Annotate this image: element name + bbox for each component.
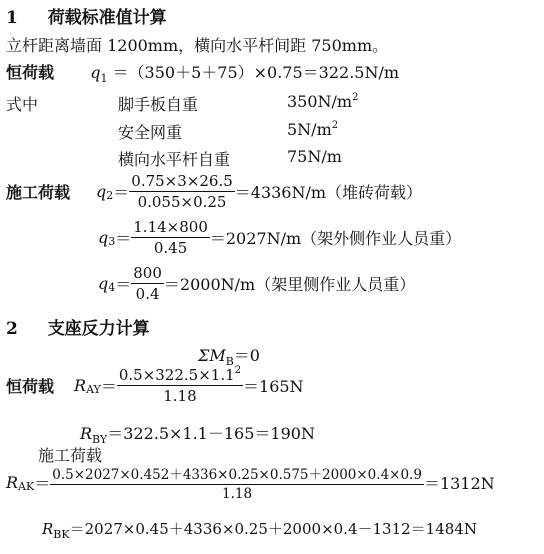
q2-symbol: q [96,182,107,201]
rak-denominator: 1.18 [222,486,253,502]
q4-denominator: 0.4 [135,285,160,303]
rbk-row [42,518,477,539]
rby-subscript: BY [92,433,108,446]
where-name-3: 横向水平杆自重 [118,150,231,169]
ray-symbol: R [74,376,87,395]
q4-symbol: q [98,274,109,293]
ray-denominator: 1.18 [163,387,197,405]
rby-expression: ＝322.5×1.1－165＝190N [107,424,315,443]
rak-subscript: AK [18,480,35,493]
q4-result: ＝2000N/m（架里侧作业人员重） [163,275,416,294]
moment-equation: $\Sigma M_B=0$ [198,346,260,368]
construction-load-label: 施工荷载 [6,183,71,202]
rbk-expression: ＝2027×0.45＋4336×0.25＋2000×0.4－1312＝1484N [69,520,477,538]
section-number: 1 [6,8,18,28]
q1-expression: ＝（350＋5＋75）×0.75＝322.5N/m [112,63,400,82]
q2-numerator: 0.75×3×26.5 [131,172,233,190]
section-heading-2 [6,314,150,339]
q2-subscript: 2 [106,189,114,202]
where-value-2: $5N/m^2$ [287,120,339,139]
where-name-2: 安全网重 [118,123,183,142]
rby-row [80,421,315,444]
ray-result: ＝165N [243,377,304,396]
q2-result: ＝4336N/m（堆砖荷载） [234,183,423,202]
intro-text: 立杆距离墙面 1200mm，横向水平杆间距 750mm。 [6,36,389,55]
section-title: 支座反力计算 [47,319,150,339]
rak-numerator: 0.5×2027×0.452＋4336×0.25×0.575＋2000×0.4×0.9 [50,463,424,485]
q1-subscript: 1 [100,72,108,85]
dead-load-row [6,60,399,83]
section-title: 荷载标准值计算 [47,8,167,28]
q4-subscript: 4 [108,281,116,294]
ray-fraction [117,366,243,405]
ray-subscript: AY [86,383,101,396]
ray-numerator: $0.5\times 322.5\times 1.1^2$ [118,365,242,384]
where-value-3: 75N/m [287,147,342,166]
q3-row: q 3 ＝ $\frac{1.14\times 800}{0.45}$ ＝2027N/m（架外侧作业人员重） [98,218,462,257]
q3-result: ＝2027N/m（架外侧作业人员重） [209,229,462,248]
q4-fraction [131,264,164,303]
rbk-subscript: BK [53,528,70,541]
rby-symbol: R [80,424,93,443]
rak-fraction [50,463,424,502]
q3-symbol: q [98,228,109,247]
where-value-1: $350N/m^2$ [287,92,359,111]
q3-numerator: 1.14×800 [133,218,208,236]
dead-load-label-2: 恒荷载 [6,377,55,396]
q3-denominator: 0.45 [153,239,188,257]
q2-row: 施工荷载 q 2 ＝ $\frac{0.75\times 3\times 26.5}{0.055\times 0.25}$ ＝4336N/m（堆砖荷载） [6,172,423,211]
q3-fraction [131,218,210,257]
q4-row: q 4 ＝ $\frac{800}{0.4}$ ＝2000N/m（架里侧作业人员重） [98,264,416,303]
rak-symbol: R [6,473,19,492]
rak-result: ＝1312N [423,474,495,493]
construction-load-label-2: 施工荷载 [38,446,103,465]
q3-subscript: 3 [108,235,116,248]
ray-row: 恒荷载 R AY ＝ $\frac{0.5\times 322.5\times 1.1^2}{1.18}$ ＝165N [6,365,304,405]
q1-symbol: q [90,63,101,82]
where-label: 式中 [6,95,39,114]
q2-fraction [129,172,234,211]
section-heading-1 [6,3,167,28]
dead-load-label: 恒荷载 [6,63,55,82]
rbk-symbol: R [42,520,54,538]
q2-denominator: 0.055×0.25 [137,193,227,211]
rak-row: R AK ＝ $\frac{0.5\times 2027\times 0.452+4336\times 0.25\times 0.575+2000\times 0.4\times 0.9}{1.18}$ ＝1312N [6,463,495,502]
where-name-1: 脚手板自重 [118,95,199,114]
section-number: 2 [6,319,18,339]
q4-numerator: 800 [133,264,162,282]
